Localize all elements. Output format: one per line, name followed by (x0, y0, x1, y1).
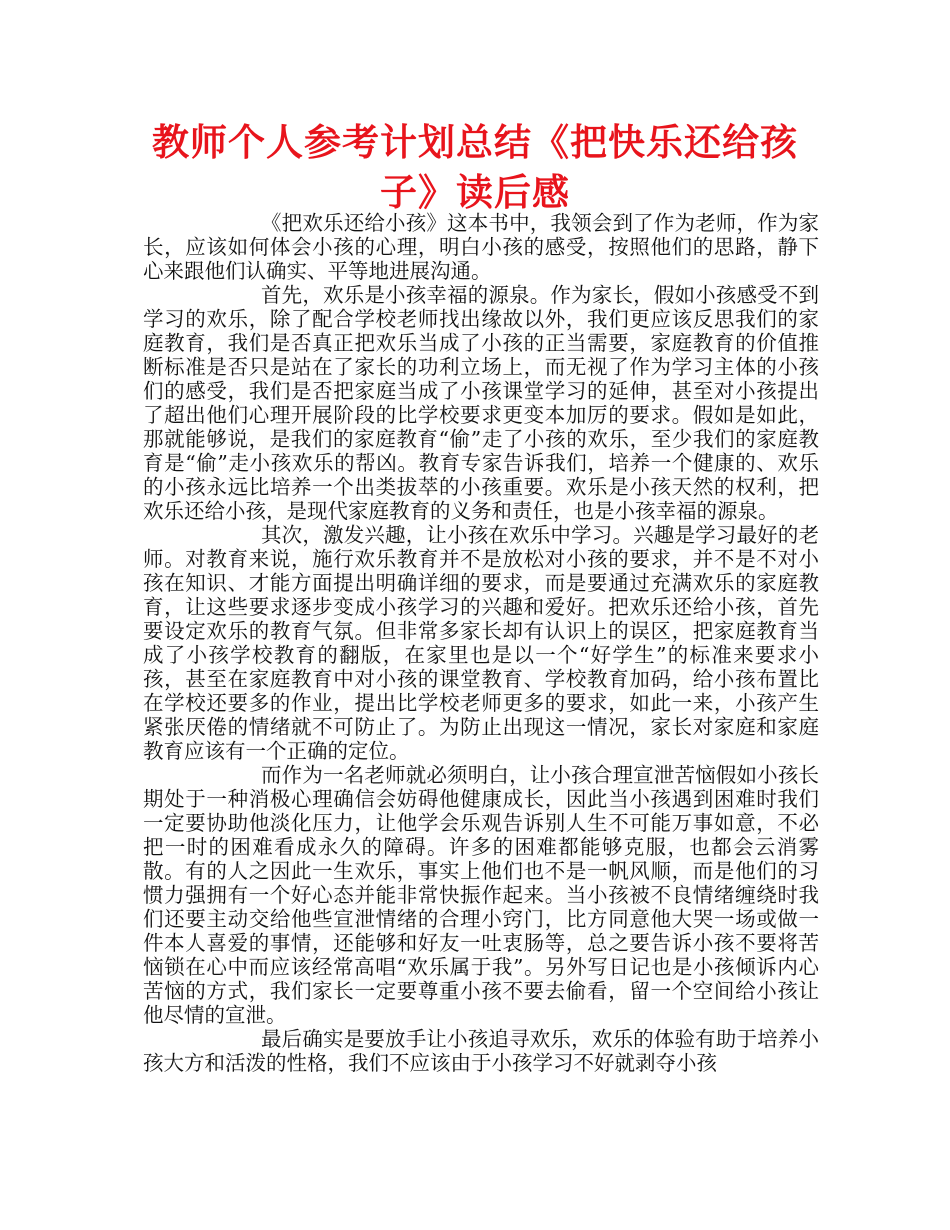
paragraph-third: 而作为一名老师就必须明白，让小孩合理宣泄苦恼假如小孩长期处于一种消极心理确信会妨碍他健康成长，因此当小孩遇到困难时我们一定要协助他淡化压力，让他学会乐观告诉别人生不可能万事如意，不必把一时的困难看成永久的障碍。许多的困难都能够克服，也都会云消雾散。有的人之因此一生欢乐，事实上他们也不是一帆风顺，而是他们的习惯力强拥有一个好心态并能非常快振作起来。当小孩被不良情绪缠绕时我们还要主动交给他些宣泄情绪的合理小窍门，比方同意他大哭一场或做一件本人喜爱的事情，还能够和好友一吐衷肠等，总之要告诉小孩不要将苦恼锁在心中而应该经常高唱“欢乐属于我”。另外写日记也是小孩倾诉内心苦恼的方式，我们家长一定要尊重小孩不要去偷看，留一个空间给小孩让他尽情的宣泄。 (143, 763, 819, 1027)
title-line-1: 教师个人参考计划总结《把快乐还给孩 (152, 121, 798, 164)
title-line-2: 子》读后感 (380, 171, 570, 214)
paragraph-last: 最后确实是要放手让小孩追寻欢乐，欢乐的体验有助于培养小孩大方和活泼的性格，我们不应该由于小孩学习不好就剥夺小孩 (143, 1027, 819, 1075)
document-body (143, 211, 819, 1075)
paragraph-intro: 《把欢乐还给小孩》这本书中，我领会到了作为老师，作为家长，应该如何体会小孩的心理，明白小孩的感受，按照他们的思路，静下心来跟他们认确实、平等地进展沟通。 (143, 211, 819, 283)
document-title (140, 118, 810, 218)
paragraph-second: 其次，激发兴趣，让小孩在欢乐中学习。兴趣是学习最好的老师。对教育来说，施行欢乐教育并不是放松对小孩的要求，并不是不对小孩在知识、才能方面提出明确详细的要求，而是要通过充满欢乐的家庭教育，让这些要求逐步变成小孩学习的兴趣和爱好。把欢乐还给小孩，首先要设定欢乐的教育气氛。但非常多家长却有认识上的误区，把家庭教育当成了小孩学校教育的翻版，在家里也是以一个“好学生”的标准来要求小孩，甚至在家庭教育中对小孩的课堂教育、学校教育加码，给小孩布置比在学校还要多的作业，提出比学校老师更多的要求，如此一来，小孩产生紧张厌倦的情绪就不可防止了。为防止出现这一情况，家长对家庭和家庭教育应该有一个正确的定位。 (143, 523, 819, 763)
paragraph-first: 首先，欢乐是小孩幸福的源泉。作为家长，假如小孩感受不到学习的欢乐，除了配合学校老师找出缘故以外，我们更应该反思我们的家庭教育，我们是否真正把欢乐当成了小孩的正当需要，家庭教育的价值推断标准是否只是站在了家长的功利立场上，而无视了作为学习主体的小孩们的感受，我们是否把家庭当成了小孩课堂学习的延伸，甚至对小孩提出了超出他们心理开展阶段的比学校要求更变本加厉的要求。假如是如此，那就能够说，是我们的家庭教育“偷”走了小孩的欢乐，至少我们的家庭教育是“偷”走小孩欢乐的帮凶。教育专家告诉我们，培养一个健康的、欢乐的小孩永远比培养一个出类拔萃的小孩重要。欢乐是小孩天然的权利，把欢乐还给小孩，是现代家庭教育的义务和责任，也是小孩幸福的源泉。 (143, 283, 819, 523)
